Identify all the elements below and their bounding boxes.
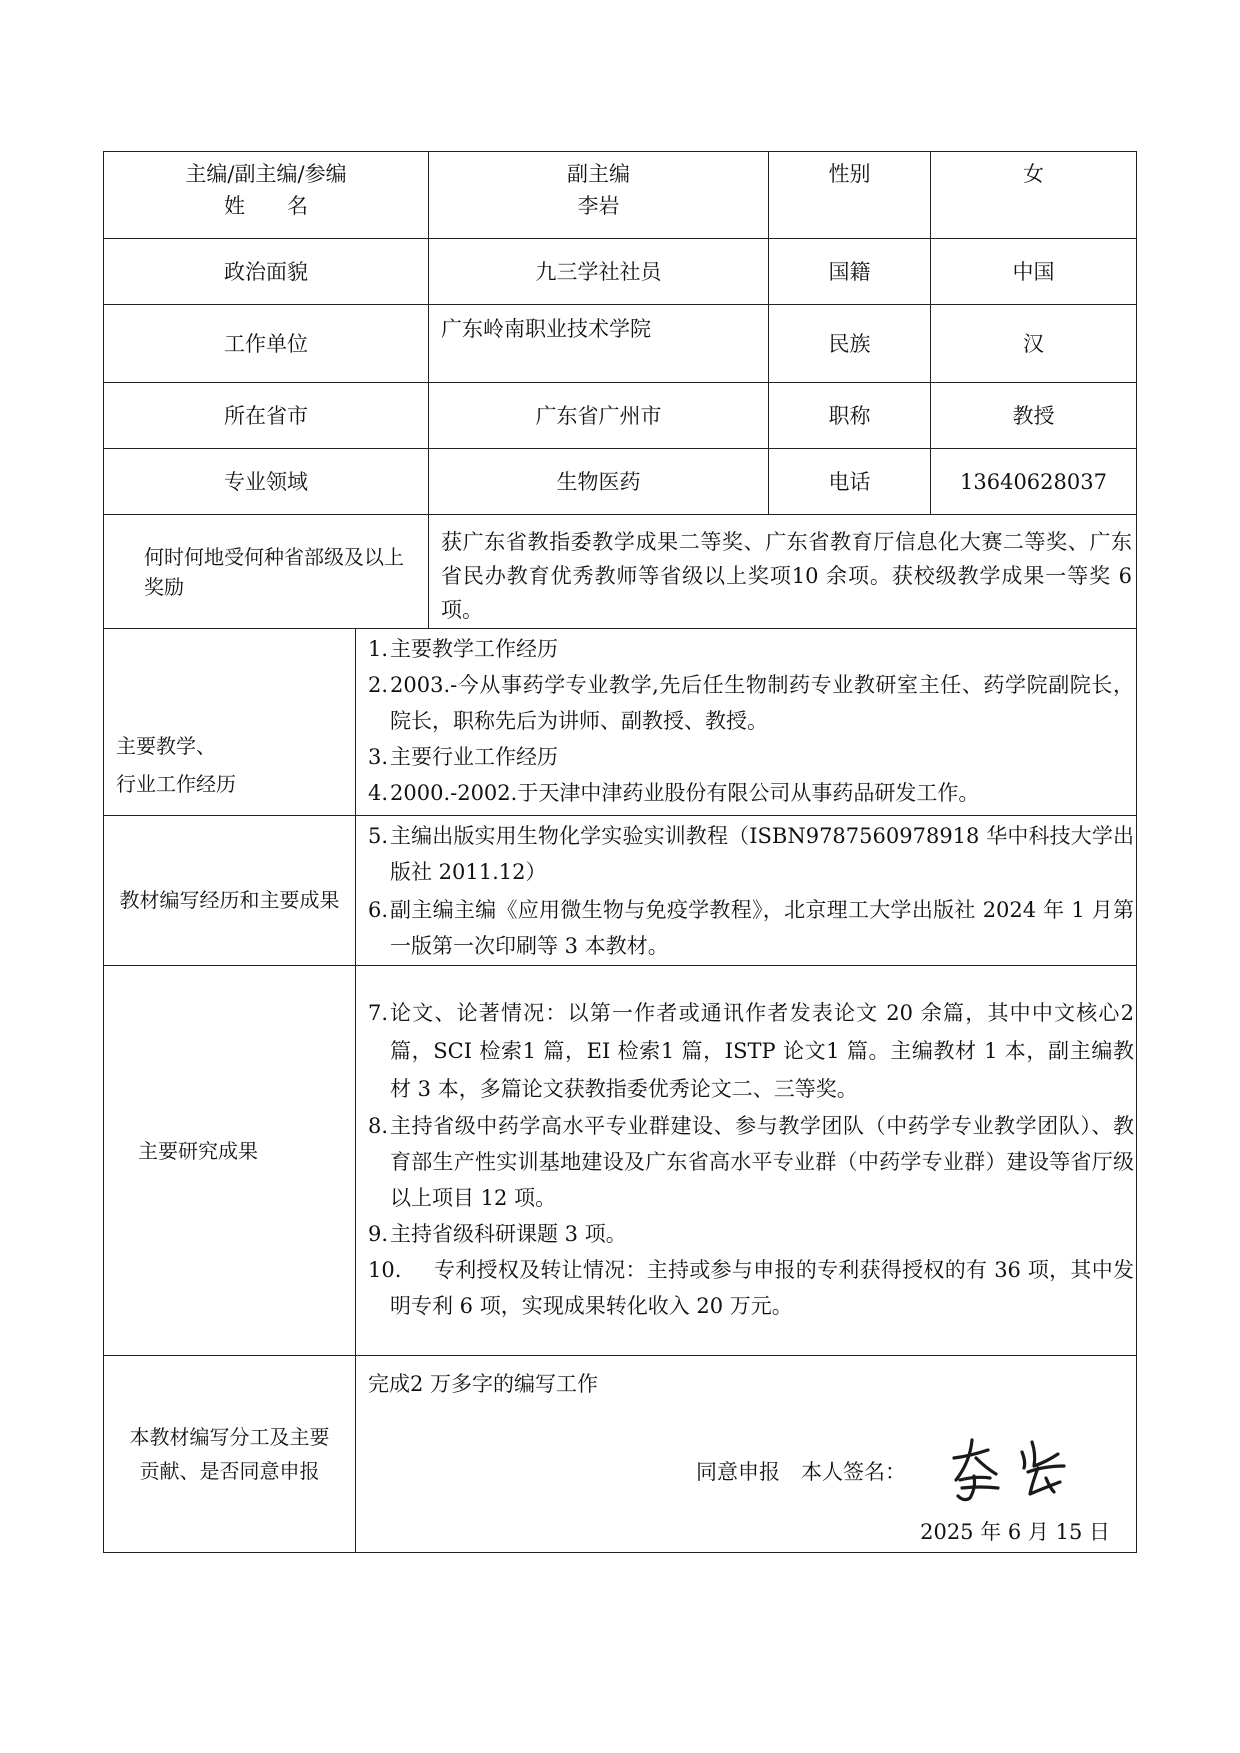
handwritten-signature — [946, 1436, 1086, 1506]
research-row — [104, 966, 1136, 1356]
employer-label: 工作单位 — [104, 305, 429, 382]
contribution-label: 本教材编写分工及主要贡献、是否同意申报 — [104, 1356, 356, 1552]
consent-statement: 同意申报 本人签名： — [696, 1460, 906, 1484]
research-label: 主要研究成果 — [104, 966, 356, 1355]
list-item: 2. 2003.-今从事药学专业教学,先后任生物制药专业教研室主任、药学院副院长，院长，职称先后为讲师、副教授、教授。 — [368, 673, 1134, 733]
politics-value: 九三学社社员 — [429, 239, 769, 304]
nationality-value: 中国 — [1012, 259, 1055, 284]
list-item: 3. 主要行业工作经历 — [368, 745, 558, 769]
list-item: 6. 副主编主编《应用微生物与免疫学教程》，北京理工大学出版社 2024 年 1 月第一版第一次印刷等 3 本教材。 — [368, 898, 1134, 958]
name-label: 姓 名 — [224, 194, 308, 218]
field-value: 生物医药 — [429, 449, 769, 514]
contribution-content — [356, 1356, 1136, 1552]
experience-label-line1: 主要教学、 — [116, 734, 216, 758]
phone-value: 13640628037 — [960, 469, 1107, 494]
ethnicity-label: 民族 — [769, 305, 931, 382]
awards-value: 获广东省教指委教学成果二等奖、广东省教育厅信息化大赛二等奖、广东省民办教育优秀教师等省级以上奖项10 余项。获校级教学成果一等奖 6 项。 — [441, 530, 1132, 622]
textbooks-label: 教材编写经历和主要成果 — [104, 816, 356, 965]
work-description: 完成2 万多字的编写工作 — [368, 1372, 599, 1396]
field-row — [104, 449, 1136, 515]
name-label-cell — [104, 152, 429, 238]
role-value: 副主编 — [567, 162, 630, 186]
gender-label: 性别 — [769, 152, 931, 238]
role-label: 主编/副主编/参编 — [185, 162, 347, 186]
politics-label: 政治面貌 — [104, 239, 429, 304]
name-value: 李岩 — [577, 194, 620, 218]
list-item: 7. 论文、论著情况：以第一作者或通讯作者发表论文 20 余篇，其中中文核心2 篇，SCI 检索1 篇，EI 检索1 篇，ISTP 论文1 篇。主编教材 1 本，副主编教材 3 本，多篇论文获教指委优秀论文二、三等奖。 — [368, 1001, 1134, 1101]
location-label: 所在省市 — [104, 383, 429, 448]
list-item: 1. 主要教学工作经历 — [368, 637, 558, 661]
name-row — [104, 152, 1136, 239]
awards-row — [104, 515, 1136, 629]
experience-label-cell — [104, 629, 356, 815]
nationality-label: 国籍 — [769, 239, 931, 304]
employer-value: 广东岭南职业技术学院 — [429, 305, 769, 382]
list-item: 9. 主持省级科研课题 3 项。 — [368, 1222, 627, 1246]
research-content — [356, 966, 1136, 1355]
textbooks-row — [104, 816, 1136, 966]
title-label: 职称 — [769, 383, 931, 448]
list-item: 5. 主编出版实用生物化学实验实训教程（ISBN9787560978918 华中科技大学出版社 2011.12） — [368, 824, 1134, 884]
contribution-row — [104, 1356, 1136, 1552]
experience-content — [356, 629, 1136, 815]
location-value: 广东省广州市 — [429, 383, 769, 448]
employer-row — [104, 305, 1136, 383]
location-row — [104, 383, 1136, 449]
title-value: 教授 — [1012, 403, 1055, 428]
experience-label-line2: 行业工作经历 — [116, 772, 236, 796]
textbooks-content — [356, 816, 1136, 965]
politics-row — [104, 239, 1136, 305]
gender-value: 女 — [1023, 162, 1044, 186]
list-item: 10. 专利授权及转让情况：主持或参与申报的专利获得授权的有 36 项，其中发明专利 6 项，实现成果转化收入 20 万元。 — [368, 1258, 1134, 1318]
list-item: 8. 主持省级中药学高水平专业群建设、参与教学团队（中药学专业教学团队）、教育部生产性实训基地建设及广东省高水平专业群（中药学专业群）建设等省厅级以上项目 12 项。 — [368, 1114, 1134, 1210]
phone-label: 电话 — [769, 449, 931, 514]
awards-label: 何时何地受何种省部级及以上奖励 — [104, 515, 429, 628]
experience-row — [104, 629, 1136, 816]
ethnicity-value: 汉 — [1023, 331, 1044, 356]
name-value-cell — [429, 152, 769, 238]
field-label: 专业领域 — [104, 449, 429, 514]
list-item: 4. 2000.-2002.于天津中津药业股份有限公司从事药品研发工作。 — [368, 781, 980, 805]
info-table — [103, 151, 1137, 1553]
signature-date: 2025 年 6 月 15 日 — [920, 1520, 1110, 1544]
